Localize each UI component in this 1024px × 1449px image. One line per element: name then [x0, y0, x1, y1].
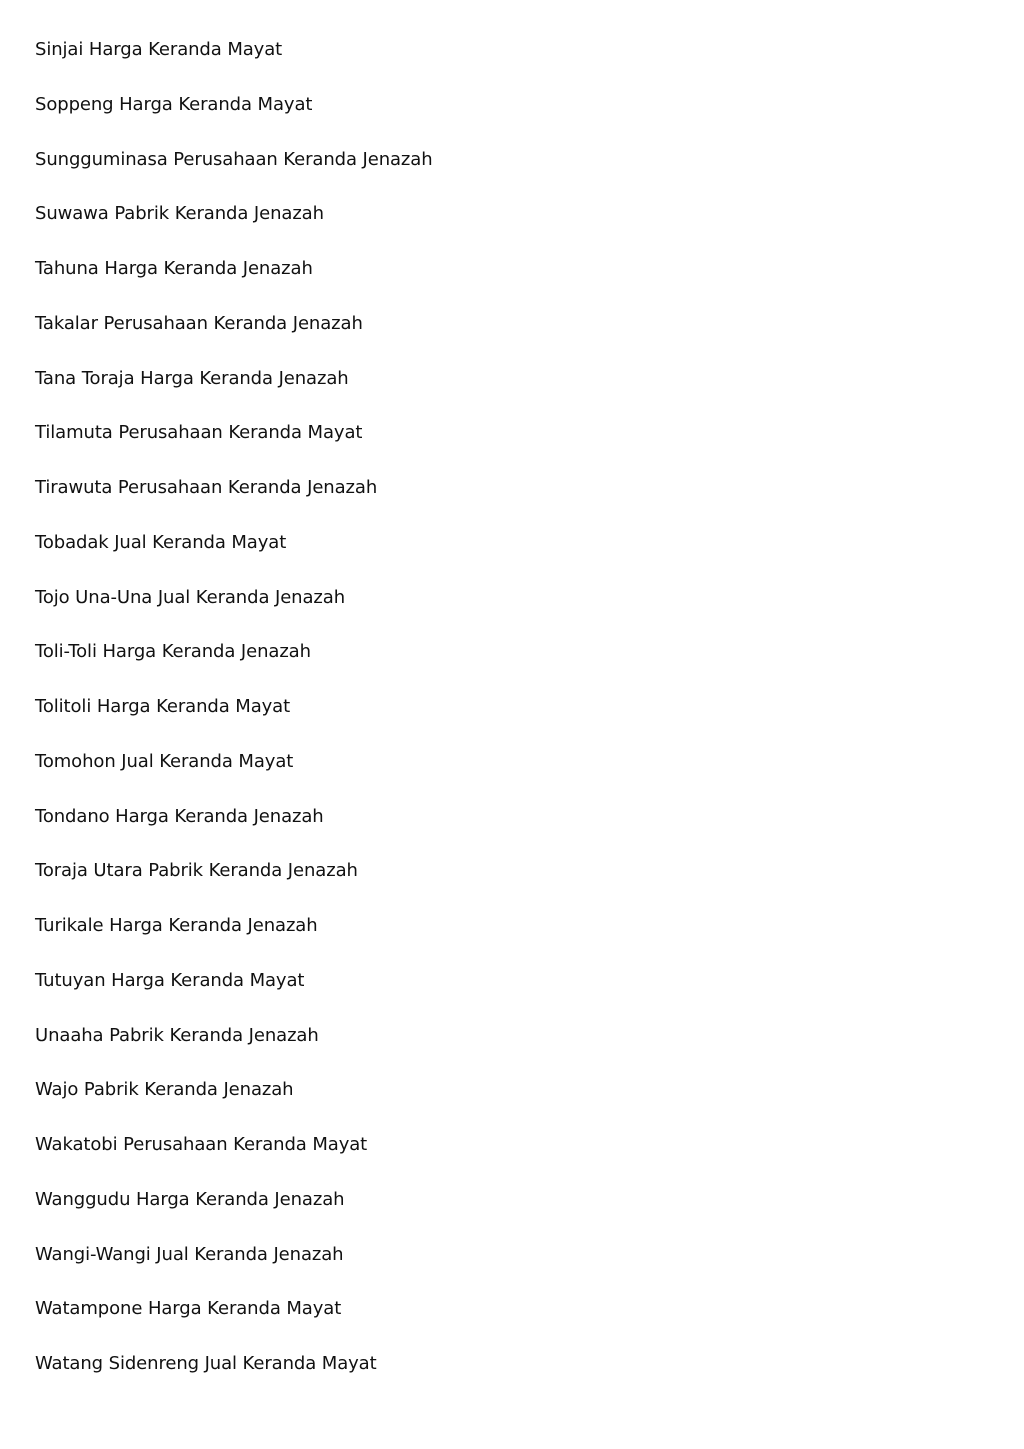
text-line: Wakatobi Perusahaan Keranda Mayat	[35, 1134, 368, 1155]
text-line: Tomohon Jual Keranda Mayat	[35, 750, 294, 772]
text-line: Wangi-Wangi Jual Keranda Jenazah	[35, 1243, 344, 1265]
text-line: Suwawa Pabrik Keranda Jenazah	[35, 203, 324, 225]
text-line: Tilamuta Perusahaan Keranda Mayat	[35, 422, 363, 444]
text-line: Wajo Pabrik Keranda Jenazah	[35, 1079, 294, 1101]
text-line: Watang Sidenreng Jual Keranda Mayat	[35, 1353, 377, 1374]
text-line: Unaaha Pabrik Keranda Jenazah	[35, 1024, 319, 1046]
text-line: Tutuyan Harga Keranda Mayat	[35, 969, 305, 991]
text-line: Tahuna Harga Keranda Jenazah	[35, 258, 313, 279]
text-line-list	[35, 36, 935, 1405]
text-line: Tana Toraja Harga Keranda Jenazah	[35, 367, 349, 389]
text-line: Turikale Harga Keranda Jenazah	[35, 915, 318, 936]
text-line: Watampone Harga Keranda Mayat	[35, 1298, 342, 1320]
text-line: Sungguminasa Perusahaan Keranda Jenazah	[35, 148, 433, 170]
text-line: Tojo Una-Una Jual Keranda Jenazah	[35, 586, 346, 608]
text-line: Toraja Utara Pabrik Keranda Jenazah	[35, 860, 358, 882]
text-line: Wanggudu Harga Keranda Jenazah	[35, 1188, 345, 1210]
text-line: Tondano Harga Keranda Jenazah	[35, 805, 324, 827]
text-line: Toli-Toli Harga Keranda Jenazah	[35, 641, 311, 663]
text-line: Tobadak Jual Keranda Mayat	[35, 531, 287, 553]
text-line: Sinjai Harga Keranda Mayat	[35, 39, 283, 60]
text-line: Takalar Perusahaan Keranda Jenazah	[35, 312, 363, 334]
text-line: Tirawuta Perusahaan Keranda Jenazah	[35, 477, 378, 498]
text-line: Soppeng Harga Keranda Mayat	[35, 93, 313, 115]
text-line: Tolitoli Harga Keranda Mayat	[35, 696, 291, 717]
